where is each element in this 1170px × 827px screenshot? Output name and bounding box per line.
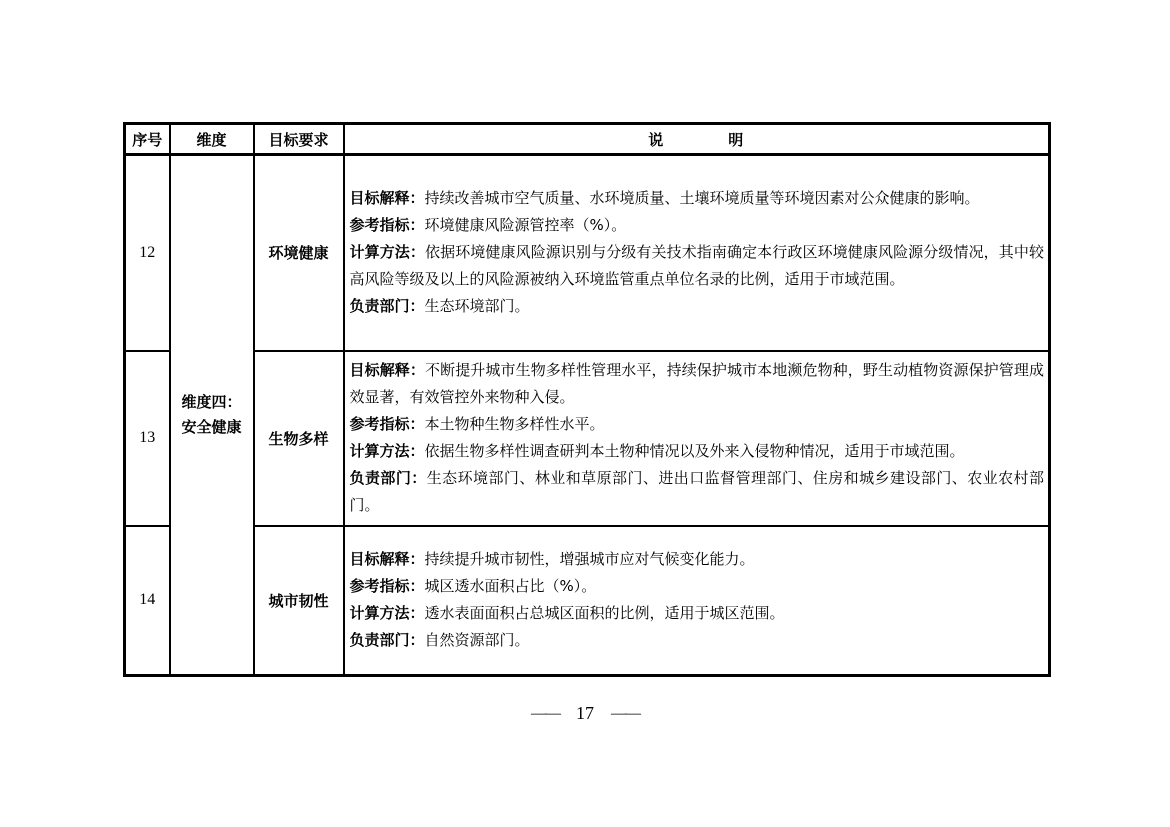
explanation-item (350, 465, 1045, 519)
item-text: 不断提升城市生物多样性管理水平，持续保护城市本地濒危物种，野生动植物资源保护管理成效显著，有效管控外来物种入侵。 (349, 361, 1044, 406)
explanation-item (350, 600, 1045, 627)
item-label: 计算方法： (349, 604, 425, 623)
row-14-explanation (344, 526, 1050, 676)
item-label: 参考指标： (349, 415, 425, 433)
item-label: 目标解释： (349, 361, 425, 379)
item-label: 负责部门： (349, 469, 427, 487)
item-text: 环境健康风险源管控率（%）。 (424, 216, 627, 235)
table-row (125, 351, 1050, 526)
explanation-item (350, 293, 1045, 320)
table-header-row (125, 124, 1050, 155)
row-14-index: 14 (125, 526, 170, 676)
item-text: 透水表面面积占总城区面积的比例，适用于城区范围。 (424, 604, 785, 623)
footer-right-dash: —— (611, 704, 639, 722)
explanation-item (350, 627, 1045, 654)
item-text: 持续提升城市韧性，增强城市应对气候变化能力。 (424, 550, 755, 569)
explanation-item (350, 185, 1045, 212)
item-text: 城区透水面积占比（%）。 (424, 577, 597, 596)
explanation-item (350, 239, 1045, 293)
item-label: 目标解释： (349, 550, 425, 569)
item-label: 计算方法： (349, 243, 425, 262)
header-dimension: 维度 (170, 124, 254, 155)
row-13-index: 13 (125, 351, 170, 526)
explanation-item (350, 573, 1045, 600)
item-label: 负责部门： (349, 297, 425, 316)
table-row (125, 526, 1050, 676)
dimension-line2: 安全健康 (181, 418, 242, 436)
item-text: 自然资源部门。 (424, 631, 530, 650)
explanation-item (350, 357, 1045, 411)
item-text: 本土物种生物多样性水平。 (424, 415, 605, 433)
explanation-item (350, 411, 1045, 438)
header-index: 序号 (125, 124, 170, 155)
footer-left-dash: —— (531, 704, 559, 722)
item-label: 目标解释： (349, 189, 425, 208)
page-footer (0, 703, 1170, 724)
dimension-line1: 维度四： (181, 393, 242, 411)
item-text: 依据生物多样性调查研判本土物种情况以及外来入侵物种情况，适用于市域范围。 (424, 442, 965, 460)
header-explanation: 说 明 (344, 124, 1050, 155)
row-13-explanation (344, 351, 1050, 526)
explanation-item (350, 546, 1045, 573)
explanation-item (350, 438, 1045, 465)
dimension-cell (170, 155, 254, 676)
item-text: 生态环境部门。 (424, 297, 530, 316)
item-label: 计算方法： (349, 442, 425, 460)
row-14-target: 城市韧性 (254, 526, 344, 676)
item-label: 参考指标： (349, 577, 425, 596)
row-12-index: 12 (125, 155, 170, 351)
row-12-target: 环境健康 (254, 155, 344, 351)
page-number: 17 (576, 703, 594, 723)
row-13-target: 生物多样 (254, 351, 344, 526)
header-target: 目标要求 (254, 124, 344, 155)
item-text: 依据环境健康风险源识别与分级有关技术指南确定本行政区环境健康风险源分级情况，其中较高风险等级及以上的风险源被纳入环境监管重点单位名录的比例，适用于市域范围。 (349, 243, 1044, 289)
item-label: 参考指标： (349, 216, 425, 235)
explanation-item (350, 212, 1045, 239)
item-label: 负责部门： (349, 631, 425, 650)
item-text: 生态环境部门、林业和草原部门、进出口监督管理部门、住房和城乡建设部门、农业农村部门。 (349, 469, 1044, 514)
item-text: 持续改善城市空气质量、水环境质量、土壤环境质量等环境因素对公众健康的影响。 (424, 189, 980, 208)
table-row (125, 155, 1050, 351)
row-12-explanation (344, 155, 1050, 351)
indicators-table (123, 122, 1051, 677)
